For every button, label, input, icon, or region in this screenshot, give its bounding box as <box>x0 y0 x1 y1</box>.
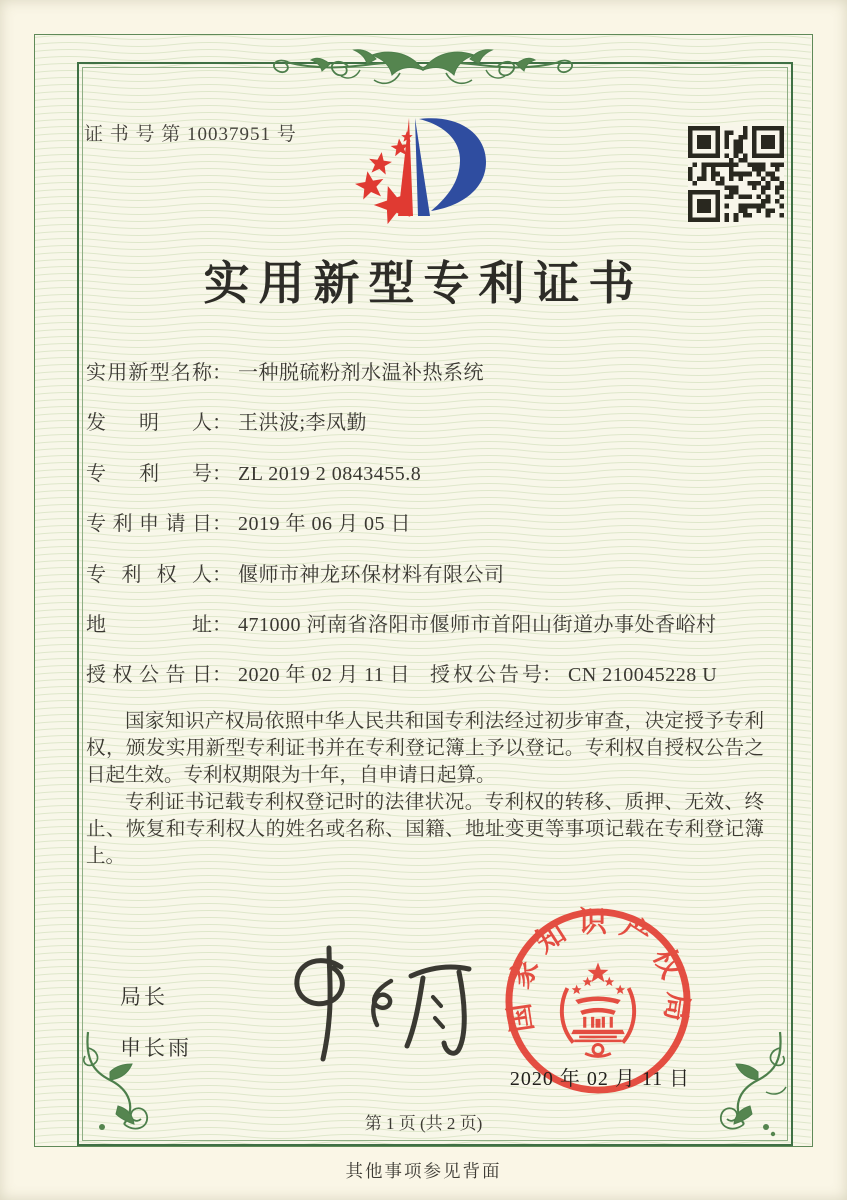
field-label: 授权公告日 <box>86 664 212 687</box>
field-value: 471000 河南省洛阳市偃师市首阳山街道办事处香峪村 <box>238 613 717 636</box>
field-label: 专利申请日 <box>86 513 212 536</box>
legal-paragraph-1: 国家知识产权局依照中华人民共和国专利法经过初步审查，决定授予专利权，颁发实用新型专利证书并在专利登记簿上予以登记。专利权自授权公告之日起生效。专利权期限为十年，自申请日起算。 <box>86 711 764 786</box>
national-emblem <box>562 962 634 1056</box>
field-inventors: 发明人： 王洪波;李凤勤 <box>86 406 776 456</box>
document-title: 实用新型专利证书 <box>203 258 644 309</box>
top-ornament <box>258 36 588 100</box>
cnipa-logo <box>352 110 502 236</box>
qr-code <box>688 126 784 222</box>
officer-block <box>120 981 192 1083</box>
certificate-number: 证 书 号 第 10037951 号 <box>84 124 297 145</box>
field-value: 2019 年 06 月 05 日 <box>238 513 411 536</box>
field-grant-number: 授权公告号： CN 210045228 U <box>430 658 717 687</box>
field-patent-number: 专利号： ZL 2019 2 0843455.8 <box>86 457 776 507</box>
field-label: 实用新型名称 <box>86 362 212 384</box>
logo-p-bowl <box>419 118 486 211</box>
field-patentee: 专利权人： 偃师市神龙环保材料有限公司 <box>86 558 776 608</box>
field-address: 地址： 471000 河南省洛阳市偃师市首阳山街道办事处香峪村 <box>86 608 776 658</box>
officer-title: 局长 <box>120 985 168 1009</box>
field-value: 一种脱硫粉剂水温补热系统 <box>238 362 484 384</box>
commissioner-signature <box>225 945 475 1065</box>
field-filing-date: 专利申请日： 2019 年 06 月 05 日 <box>86 507 776 557</box>
field-value: 王洪波;李凤勤 <box>238 412 368 435</box>
field-label: 授权公告号 <box>430 664 542 687</box>
legal-text <box>86 708 764 870</box>
seal-ring-text: 国家知识产权局 <box>502 906 694 1035</box>
field-value: 偃师市神龙环保材料有限公司 <box>238 563 505 586</box>
seal-date: 2020 年 02 月 11 日 <box>509 1068 691 1090</box>
logo-blue-stripe <box>415 118 430 216</box>
field-label: 专利权人 <box>86 563 212 586</box>
field-label: 专利号 <box>86 462 212 485</box>
officer-name: 申长雨 <box>120 1036 192 1060</box>
legal-paragraph-2: 专利证书记载专利权登记时的法律状况。专利权的转移、质押、无效、终止、恢复和专利权人的姓名或名称、国籍、地址变更等事项记载在专利登记簿上。 <box>86 792 764 867</box>
field-value: ZL 2019 2 0843455.8 <box>238 462 422 485</box>
field-list <box>86 356 776 709</box>
field-grant-date: 授权公告日： 2020 年 02 月 11 日 授权公告号： CN 210045228 U <box>86 658 776 708</box>
page-number: 第 1 页 (共 2 页) <box>364 1114 483 1133</box>
field-label: 地址 <box>86 613 212 636</box>
field-utility-model-name: 实用新型名称： 一种脱硫粉剂水温补热系统 <box>86 356 776 406</box>
back-side-note: 其他事项参见背面 <box>345 1161 502 1181</box>
field-value: 2020 年 02 月 11 日 <box>238 664 411 687</box>
field-value: CN 210045228 U <box>568 664 718 687</box>
field-label: 发明人 <box>86 412 212 435</box>
